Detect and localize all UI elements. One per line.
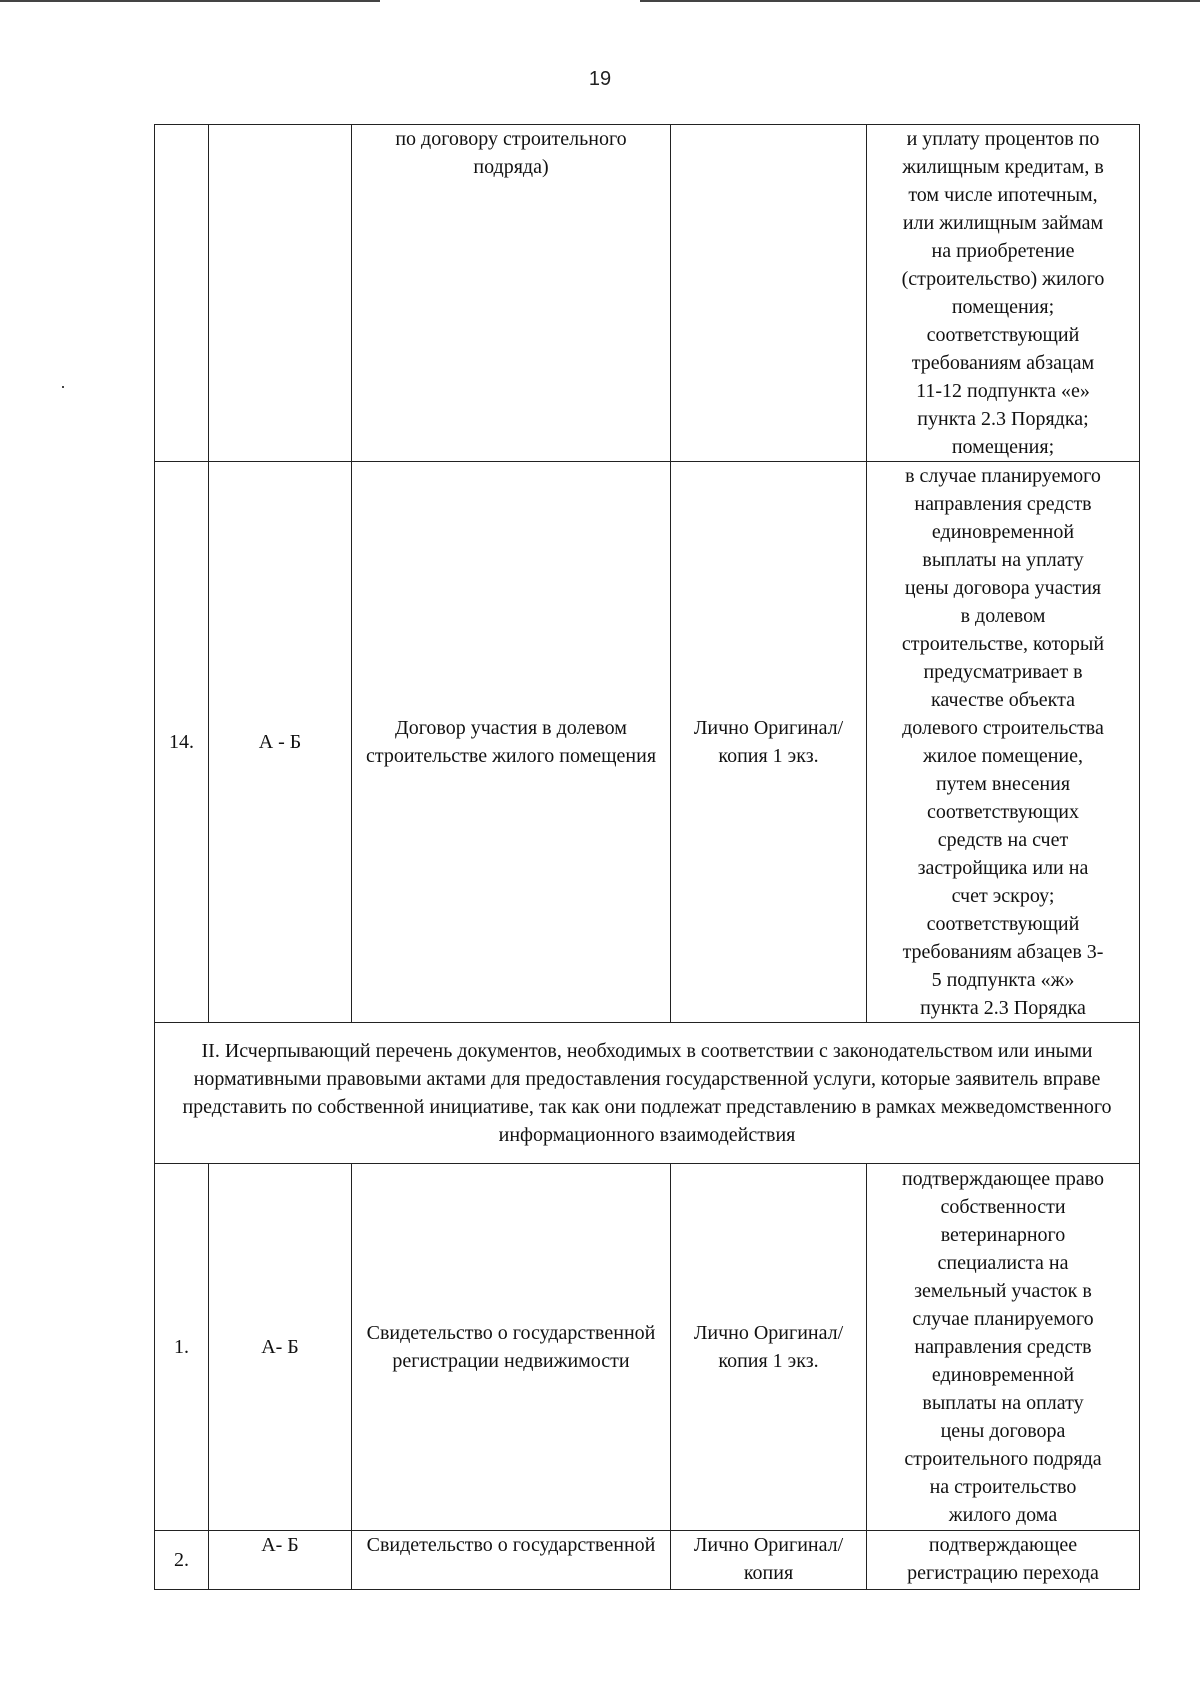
submission-method-cell: Лично Оригинал/копия	[671, 1531, 867, 1590]
document-name-cell: Свидетельство о государственной	[352, 1531, 671, 1590]
document-name-cell: по договору строительного подряда)	[352, 125, 671, 462]
submission-method-cell	[671, 125, 867, 462]
scan-edge-mark	[0, 0, 380, 2]
page-number: 19	[588, 68, 612, 90]
row-number-cell: 1.	[155, 1164, 209, 1531]
note-text: подтверждающее регистрацию перехода	[907, 1534, 1099, 1584]
table-row	[155, 462, 1140, 1023]
note-cell	[867, 1164, 1140, 1531]
category-cell: А- Б	[209, 1164, 352, 1531]
section-title: II. Исчерпывающий перечень документов, необходимых в соответствии с законодательством или иными нормативными правовыми актами для предоставления государственной услуги, которые заявитель вправе представить по собственной инициативе, так как они подлежат представлению в рамках межведомственного информационного взаимодействия	[182, 1040, 1112, 1146]
row-number-cell: 2.	[155, 1531, 209, 1590]
table-row	[155, 1164, 1140, 1531]
submission-method-cell: Лично Оригинал/копия 1 экз.	[671, 462, 867, 1023]
note-cell	[867, 462, 1140, 1023]
note-cell	[867, 1531, 1140, 1590]
note-text: в случае планируемого направления средств единовременной выплаты на уплату цены договора участия в долевом строительстве, который предусматривает в качестве объекта долевого строительства жилое помещение, путем внесения соответствующих средств на счет застройщика или на счет эскроу; соответствующий требованиям абзацев 3- 5 подпункта «ж» пункта 2.3 Порядка	[901, 465, 1105, 1019]
document-name-cell: Договор участия в долевом строительстве жилого помещения	[352, 462, 671, 1023]
table-row	[155, 1531, 1140, 1590]
row-number-cell: 14.	[155, 462, 209, 1023]
scan-dot	[62, 386, 64, 388]
section-header-cell	[155, 1023, 1140, 1164]
category-cell	[209, 125, 352, 462]
scan-edge-mark	[640, 0, 1200, 2]
documents-table	[154, 124, 1140, 1590]
category-cell: А- Б	[209, 1531, 352, 1590]
section-header-row	[155, 1023, 1140, 1164]
row-number-cell	[155, 125, 209, 462]
note-cell	[867, 125, 1140, 462]
category-cell: А - Б	[209, 462, 352, 1023]
document-name-cell: Свидетельство о государственной регистрации недвижимости	[352, 1164, 671, 1531]
note-text: подтверждающее право собственности ветеринарного специалиста на земельный участок в случае планируемого направления средств единовременной выплаты на оплату цены договора строительного подряда на строительство жилого дома	[901, 1168, 1105, 1526]
submission-method-cell: Лично Оригинал/копия 1 экз.	[671, 1164, 867, 1531]
table-row	[155, 125, 1140, 462]
note-text: и уплату процентов по жилищным кредитам, в том числе ипотечным, или жилищным займам на приобретение (строительство) жилого помещения; соответствующий требованиям абзацам 11-12 подпункта «е» пункта 2.3 Порядка; помещения;	[901, 128, 1105, 458]
